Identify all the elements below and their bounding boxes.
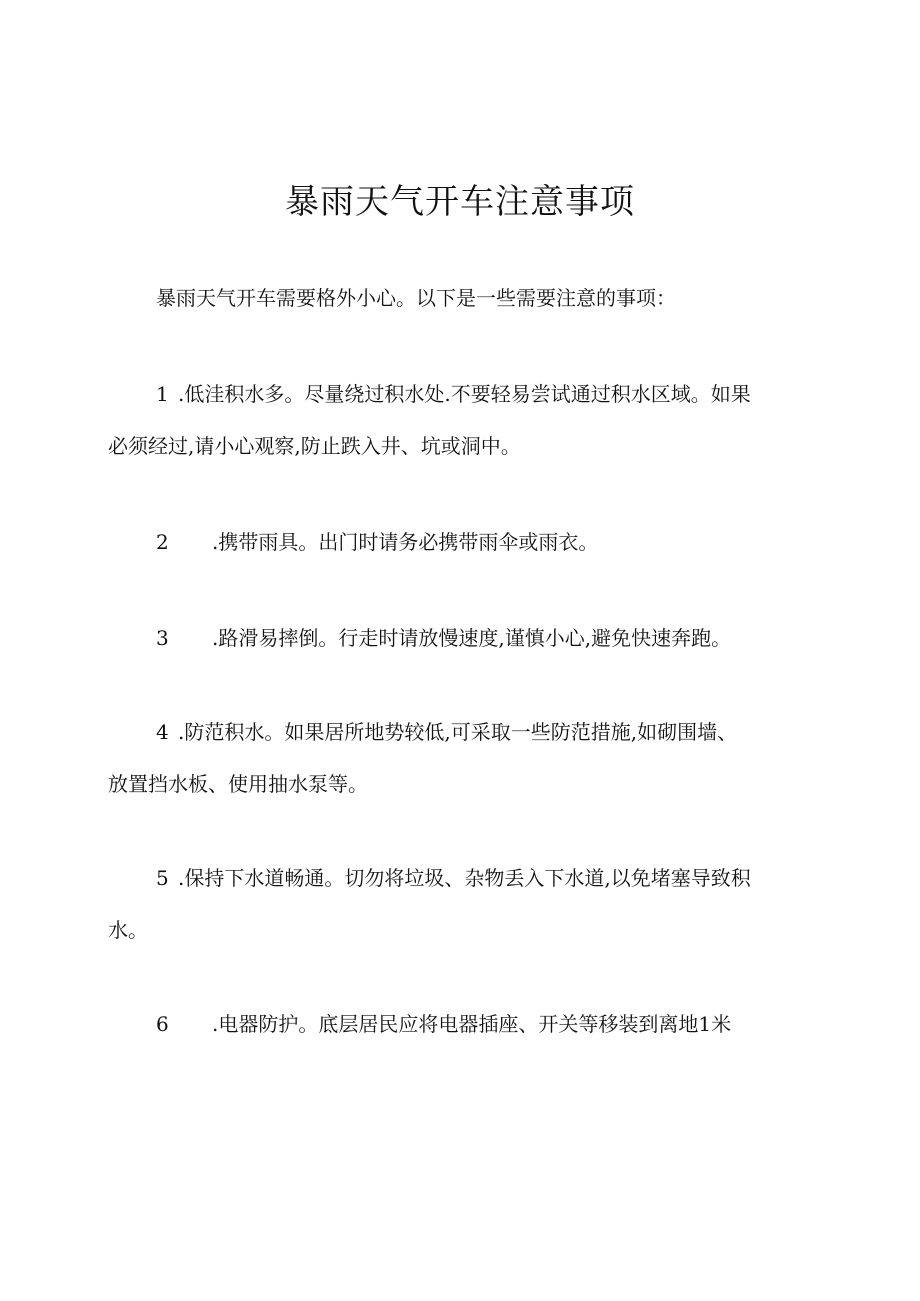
list-item-3 bbox=[108, 612, 823, 664]
list-item-text-line1: .电器防护。底层居民应将电器插座、开关等移装到离地1米 bbox=[212, 1012, 732, 1036]
list-item-number: 4 bbox=[156, 720, 169, 744]
list-item-number: 6 bbox=[156, 1012, 169, 1036]
list-item-text-line1: .保持下水道畅通。切勿将垃圾、杂物丢入下水道,以免堵塞导致积 bbox=[178, 866, 751, 890]
list-item-text-line2: 水。 bbox=[108, 918, 148, 942]
list-item-number: 3 bbox=[156, 626, 169, 650]
intro-text: 暴雨天气开车需要格外小心。以下是一些需要注意的事项： bbox=[156, 286, 676, 310]
list-item-text-line1: .路滑易摔倒。行走时请放慢速度,谨慎小心,避免快速奔跑。 bbox=[212, 626, 732, 650]
list-item-text-line1: .防范积水。如果居所地势较低,可采取一些防范措施,如砌围墙、 bbox=[178, 720, 738, 744]
list-item-text-line2: 必须经过,请小心观察,防止跌入井、坑或洞中。 bbox=[108, 434, 521, 458]
list-item-number: 1 bbox=[156, 382, 169, 406]
list-item-text-line1: .低洼积水多。尽量绕过积水处.不要轻易尝试通过积水区域。如果 bbox=[178, 382, 751, 406]
list-item-number: 5 bbox=[156, 866, 169, 890]
list-item-6 bbox=[108, 998, 823, 1050]
document-title: 暴雨天气开车注意事项 bbox=[285, 182, 635, 222]
list-item-5 bbox=[108, 852, 823, 956]
list-item-number: 2 bbox=[156, 530, 169, 554]
list-item-1 bbox=[108, 368, 823, 472]
list-item-4 bbox=[108, 706, 823, 810]
list-item-text-line1: .携带雨具。出门时请务必携带雨伞或雨衣。 bbox=[212, 530, 599, 554]
list-item-text-line2: 放置挡水板、使用抽水泵等。 bbox=[108, 772, 368, 796]
intro-paragraph bbox=[108, 272, 871, 324]
list-item-2 bbox=[108, 516, 823, 568]
